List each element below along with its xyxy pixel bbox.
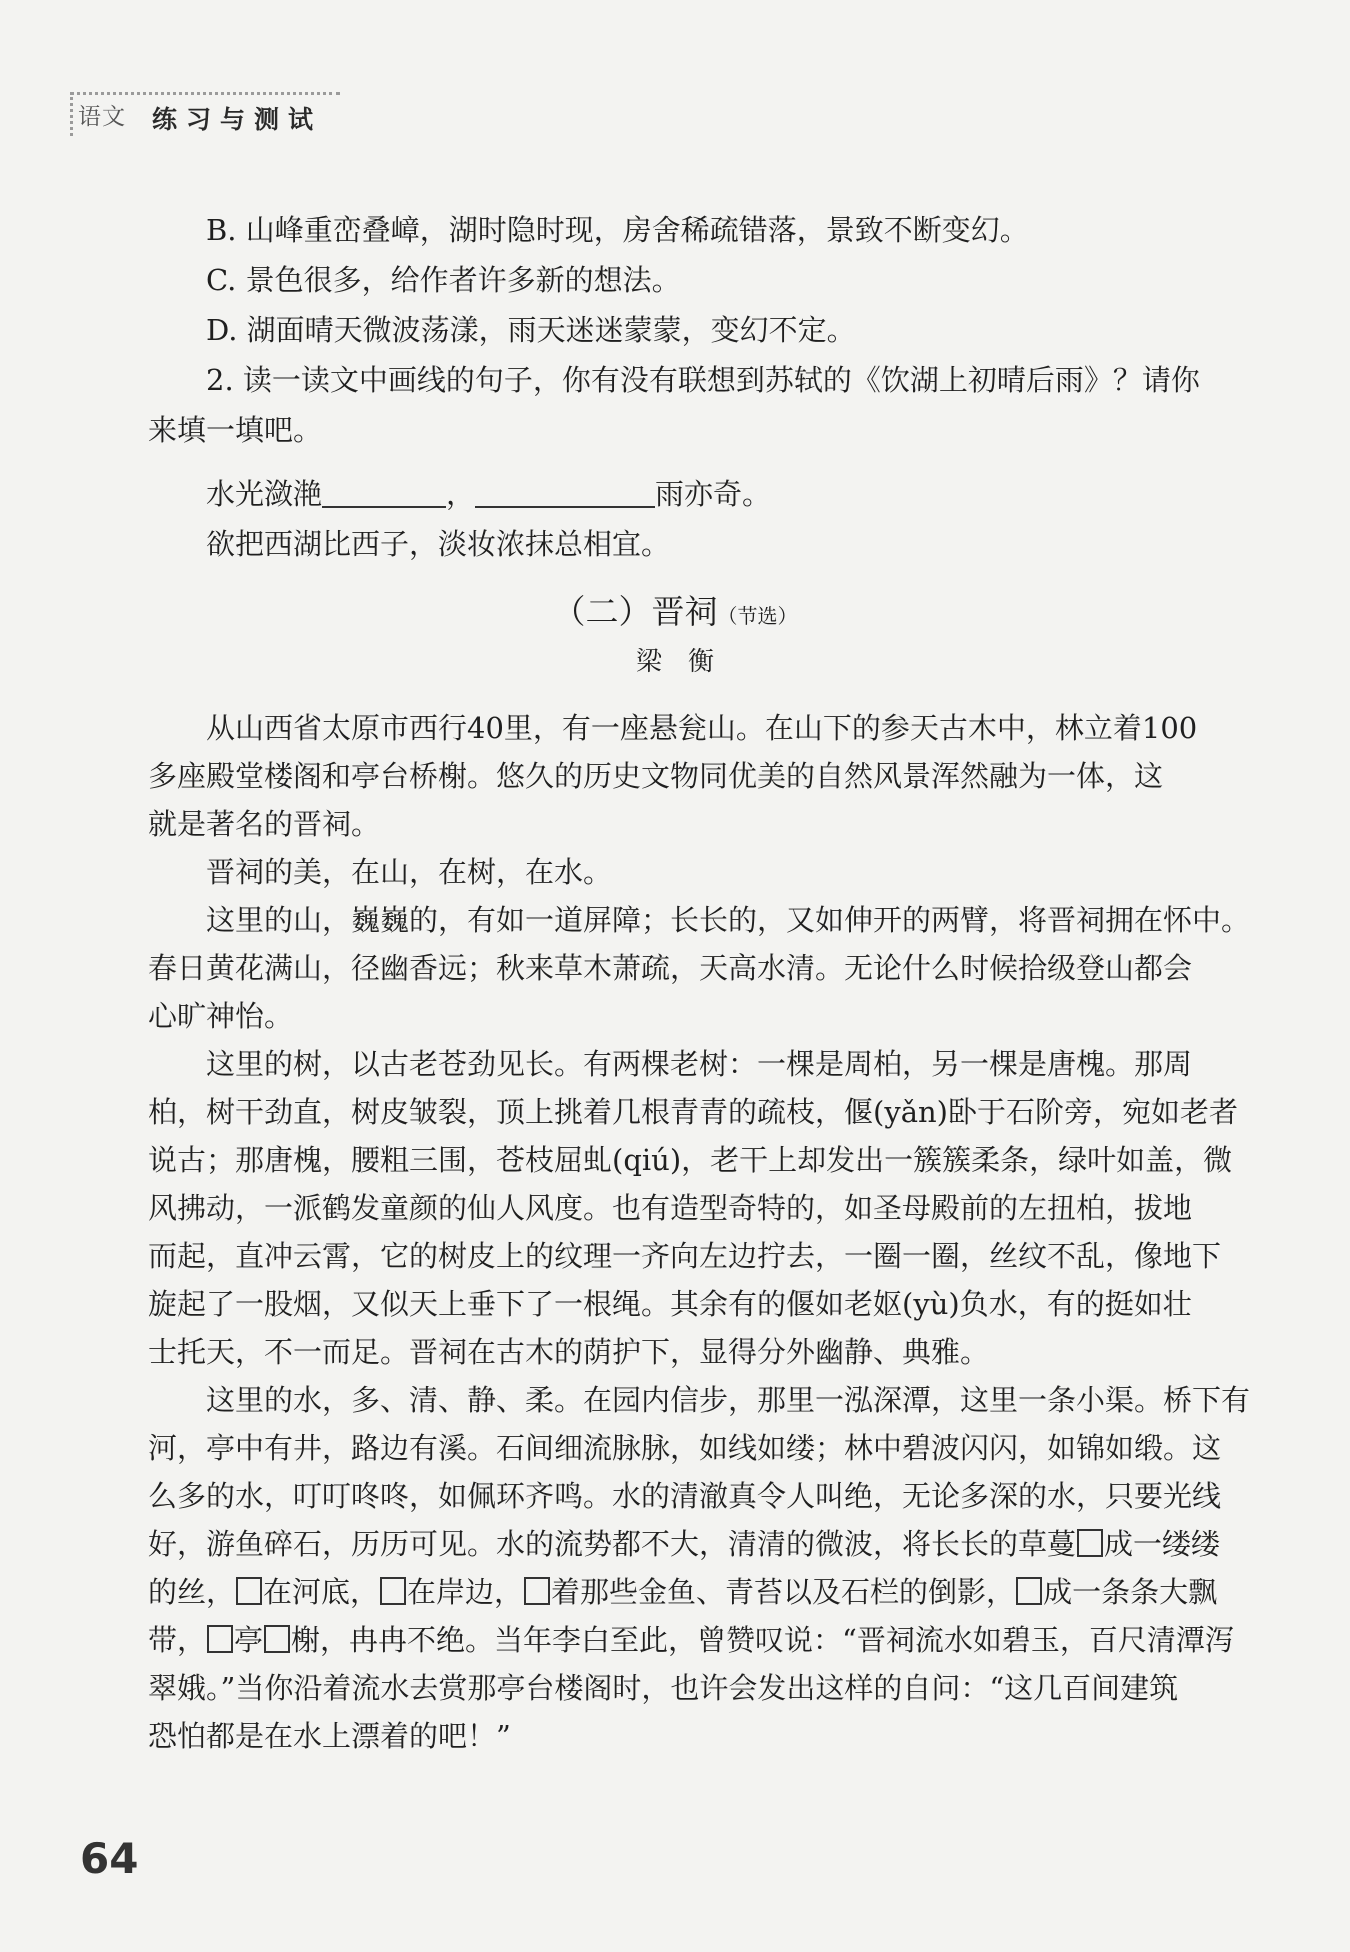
article-line-text: 亭 bbox=[234, 1623, 264, 1657]
fill-in-box[interactable] bbox=[236, 1577, 262, 1605]
article-line bbox=[148, 1620, 1234, 1660]
poem-line-1-start: 水光潋滟 bbox=[206, 477, 323, 511]
article-line: 就是著名的晋祠。 bbox=[148, 807, 381, 841]
header-dotted-rule bbox=[70, 92, 340, 95]
fill-in-box[interactable] bbox=[207, 1625, 233, 1653]
answer-blank-2[interactable] bbox=[475, 505, 655, 508]
option-d: D. 湖面晴天微波荡漾，雨天迷迷蒙蒙，变幻不定。 bbox=[206, 313, 856, 347]
article-line-text: 带， bbox=[148, 1623, 207, 1657]
article-line: 么多的水，叮叮咚咚，如佩环齐鸣。水的清澈真令人叫绝，无论多深的水，只要光线 bbox=[148, 1479, 1222, 1513]
article-title-text: （二）晋祠 bbox=[552, 592, 718, 631]
option-c: C. 景色很多，给作者许多新的想法。 bbox=[206, 263, 681, 297]
article-line: 柏，树干劲直，树皮皱裂，顶上挑着几根青青的疏枝，偃(yǎn)卧于石阶旁，宛如老者 bbox=[148, 1095, 1238, 1129]
article-line-text: 着那些金鱼、青苔以及石栏的倒影， bbox=[551, 1575, 1016, 1609]
answer-blank-1[interactable] bbox=[322, 505, 446, 508]
fill-in-box[interactable] bbox=[1077, 1529, 1103, 1557]
book-title: 练习与测试 bbox=[152, 105, 323, 134]
fill-in-box[interactable] bbox=[380, 1577, 406, 1605]
article-line-text: 好，游鱼碎石，历历可见。水的流势都不大，清清的微波，将长长的草蔓 bbox=[148, 1527, 1077, 1561]
article-line-text: 成一缕缕 bbox=[1104, 1527, 1221, 1561]
article-line: 这里的山，巍巍的，有如一道屏障；长长的，又如伸开的两臂，将晋祠拥在怀中。 bbox=[206, 903, 1251, 937]
article-line: 河，亭中有井，路边有溪。石间细流脉脉，如线如缕；林中碧波闪闪，如锦如缎。这 bbox=[148, 1431, 1222, 1465]
article-line-text: 榭，冉冉不绝。当年李白至此，曾赞叹说：“晋祠流水如碧玉，百尺清潭泻 bbox=[291, 1623, 1234, 1657]
header-dotted-rule-vertical bbox=[70, 92, 73, 136]
article-line bbox=[148, 1524, 1220, 1564]
article-line-text: 在河底， bbox=[263, 1575, 380, 1609]
article-line: 这里的树，以古老苍劲见长。有两棵老树：一棵是周柏，另一棵是唐槐。那周 bbox=[206, 1047, 1193, 1081]
article-line bbox=[148, 1572, 1217, 1612]
article-line: 这里的水，多、清、静、柔。在园内信步，那里一泓深潭，这里一条小渠。桥下有 bbox=[206, 1383, 1251, 1417]
fill-in-box[interactable] bbox=[1016, 1577, 1042, 1605]
fill-in-box[interactable] bbox=[524, 1577, 550, 1605]
subject-label: 语文 bbox=[78, 104, 126, 130]
question-2-line-1: 2. 读一读文中画线的句子，你有没有联想到苏轼的《饮湖上初晴后雨》？请你 bbox=[206, 363, 1200, 397]
question-2-line-2: 来填一填吧。 bbox=[148, 413, 323, 447]
article-title-note: （节选） bbox=[717, 604, 798, 628]
fill-in-box[interactable] bbox=[264, 1625, 290, 1653]
article-line: 翠娥。”当你沿着流水去赏那亭台楼阁时，也许会发出这样的自问：“这几百间建筑 bbox=[148, 1671, 1179, 1705]
article-line: 而起，直冲云霄，它的树皮上的纹理一齐向左边拧去，一圈一圈，丝纹不乱，像地下 bbox=[148, 1239, 1222, 1273]
page-header bbox=[70, 92, 340, 136]
article-line: 晋祠的美，在山，在树，在水。 bbox=[206, 855, 613, 889]
page-number: 64 bbox=[80, 1834, 139, 1883]
poem-comma: ， bbox=[446, 477, 476, 511]
article-line: 多座殿堂楼阁和亭台桥榭。悠久的历史文物同优美的自然风景浑然融为一体，这 bbox=[148, 759, 1164, 793]
article-line: 恐怕都是在水上漂着的吧！” bbox=[148, 1719, 511, 1753]
article-line: 风拂动，一派鹤发童颜的仙人风度。也有造型奇特的，如圣母殿前的左扭柏，拔地 bbox=[148, 1191, 1193, 1225]
poem-line-1 bbox=[206, 474, 771, 514]
poem-line-1-end: 雨亦奇。 bbox=[655, 477, 772, 511]
article-line: 士托天，不一而足。晋祠在古木的荫护下，显得分外幽静、典雅。 bbox=[148, 1335, 990, 1369]
article-title bbox=[0, 590, 1350, 638]
article-line-text: 在岸边， bbox=[407, 1575, 524, 1609]
article-author: 梁衡 bbox=[635, 647, 740, 677]
option-b: B. 山峰重峦叠嶂，湖时隐时现，房舍稀疏错落，景致不断变幻。 bbox=[206, 213, 1029, 247]
article-line: 说古；那唐槐，腰粗三围，苍枝屈虬(qiú)，老干上却发出一簇簇柔条，绿叶如盖，微 bbox=[148, 1143, 1233, 1177]
article-line: 心旷神怡。 bbox=[148, 999, 294, 1033]
article-line: 春日黄花满山，径幽香远；秋来草木萧疏，天高水清。无论什么时候拾级登山都会 bbox=[148, 951, 1193, 985]
article-line: 从山西省太原市西行40里，有一座悬瓮山。在山下的参天古木中，林立着100 bbox=[206, 711, 1198, 745]
article-line-text: 的丝， bbox=[148, 1575, 236, 1609]
poem-line-2: 欲把西湖比西子，淡妆浓抹总相宜。 bbox=[206, 527, 671, 561]
article-line-text: 成一条条大飘 bbox=[1043, 1575, 1218, 1609]
article-line: 旋起了一股烟，又似天上垂下了一根绳。其余有的偃如老妪(yù)负水，有的挺如壮 bbox=[148, 1287, 1192, 1321]
